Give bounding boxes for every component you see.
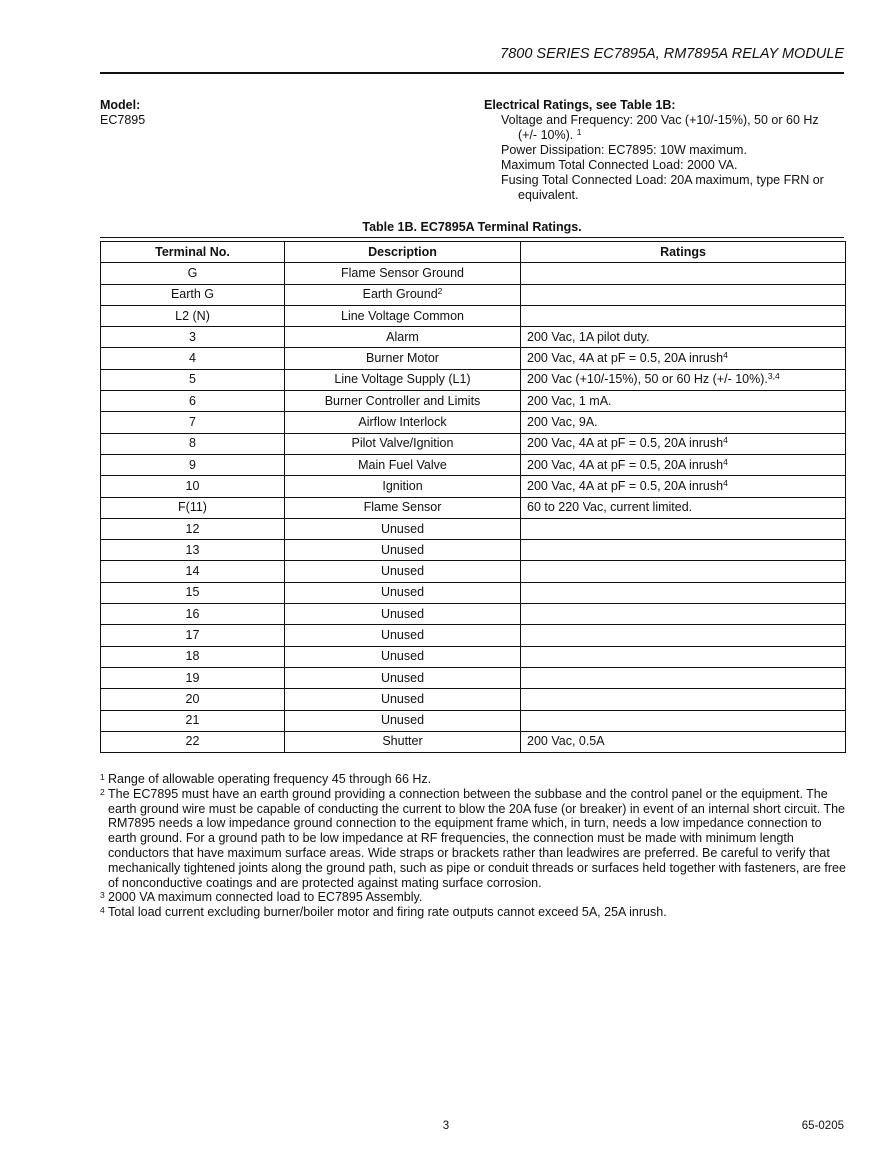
table-header-row — [101, 242, 846, 263]
description-text: Unused — [380, 670, 425, 685]
terminal-cell: G — [101, 263, 285, 284]
description-cell — [285, 561, 521, 582]
description-text: Unused — [380, 585, 425, 600]
description-cell — [285, 689, 521, 710]
footnote-ref: 4 — [723, 456, 728, 467]
description-cell — [285, 263, 521, 284]
rating-cell — [521, 476, 846, 497]
terminal-cell: 8 — [101, 433, 285, 454]
table-row — [101, 540, 846, 561]
table-row — [101, 625, 846, 646]
footnote-ref: 4 — [723, 350, 728, 361]
column-header-terminal: Terminal No. — [101, 242, 285, 263]
terminal-ratings-table — [100, 241, 846, 753]
terminal-cell: 7 — [101, 412, 285, 433]
footnote — [100, 890, 846, 905]
description-cell — [285, 518, 521, 539]
terminal-cell: 16 — [101, 604, 285, 625]
rating-cell — [521, 646, 846, 667]
table-row — [101, 710, 846, 731]
rating-cell — [521, 689, 846, 710]
terminal-cell: 4 — [101, 348, 285, 369]
rating-cell — [521, 518, 846, 539]
description-text: Flame Sensor — [363, 500, 442, 515]
rating-text: 200 Vac, 4A at pF = 0.5, 20A inrush — [527, 478, 724, 493]
document-id: 65-0205 — [801, 1120, 844, 1132]
description-cell — [285, 604, 521, 625]
description-text: Shutter — [382, 734, 423, 749]
model-block — [100, 98, 145, 128]
rating-cell — [521, 561, 846, 582]
terminal-cell: 18 — [101, 646, 285, 667]
description-cell — [285, 327, 521, 348]
footnote-text: The EC7895 must have an earth ground providing a connection between the subbase and the control panel or the equipment. The earth ground wire must be capable of conducting the current to blow the 20A fuse (or breaker) in event of an internal short circuit. The RM7895 needs a low impedance ground connection to the equipment frame which, in turn, needs a low impedance connection to earth ground. For a ground path to be low impedance at RF frequencies, the connection must be made with minimum length conductors that have maximum surface areas. Wide straps or brackets rather than leadwires are preferred. Be careful to verify that mechanically tightened joints along the ground path, such as pipe or conduit threads or surfaces held together with fasteners, are free of nonconductive coatings and are protected against mating surface corrosion. — [108, 786, 846, 890]
table-caption: Table 1B. EC7895A Terminal Ratings. — [362, 220, 582, 234]
description-text: Unused — [380, 649, 425, 664]
description-cell — [285, 710, 521, 731]
footnote-mark: 1 — [100, 772, 105, 782]
column-header-ratings: Ratings — [521, 242, 846, 263]
description-text: Pilot Valve/Ignition — [351, 436, 454, 451]
description-text: Unused — [380, 542, 425, 557]
description-text: Alarm — [386, 329, 419, 344]
rating-cell — [521, 582, 846, 603]
description-text: Unused — [380, 627, 425, 642]
terminal-cell: 3 — [101, 327, 285, 348]
terminal-cell: 21 — [101, 710, 285, 731]
footnote-text: 2000 VA maximum connected load to EC7895 Assembly. — [108, 890, 423, 905]
table-row — [101, 263, 846, 284]
description-cell — [285, 582, 521, 603]
rating-cell — [521, 454, 846, 475]
terminal-cell: 15 — [101, 582, 285, 603]
rating-cell — [521, 731, 846, 752]
rating-cell — [521, 284, 846, 305]
terminal-cell: 12 — [101, 518, 285, 539]
description-text: Main Fuel Valve — [358, 457, 447, 472]
table-row — [101, 348, 846, 369]
footnote-ref: 3,4 — [767, 371, 780, 382]
model-value: EC7895 — [100, 113, 146, 127]
description-text: Line Voltage Common — [341, 308, 464, 323]
table-row — [101, 391, 846, 412]
rating-text: 200 Vac, 4A at pF = 0.5, 20A inrush — [527, 436, 724, 451]
table-row — [101, 433, 846, 454]
terminal-cell: F(11) — [101, 497, 285, 518]
model-label: Model: — [100, 98, 141, 112]
description-cell — [285, 497, 521, 518]
footnote-mark: 3 — [100, 890, 105, 901]
table-row — [101, 604, 846, 625]
footnote-ref: 4 — [723, 435, 728, 446]
table-row — [101, 518, 846, 539]
description-text: Unused — [380, 606, 425, 621]
description-text: Unused — [380, 691, 425, 706]
description-text: Burner Controller and Limits — [324, 393, 481, 408]
footnote-mark: 4 — [100, 905, 105, 916]
description-cell — [285, 667, 521, 688]
description-cell — [285, 305, 521, 326]
terminal-cell: 22 — [101, 731, 285, 752]
description-cell — [285, 625, 521, 646]
table-row — [101, 561, 846, 582]
description-cell — [285, 646, 521, 667]
rating-cell — [521, 625, 846, 646]
description-cell — [285, 476, 521, 497]
rating-cell — [521, 667, 846, 688]
description-cell — [285, 369, 521, 390]
column-header-description: Description — [285, 242, 521, 263]
terminal-cell: 14 — [101, 561, 285, 582]
terminal-cell: 6 — [101, 391, 285, 412]
rating-cell — [521, 433, 846, 454]
description-cell — [285, 433, 521, 454]
voltage-continuation-text: (+/- 10%). — [518, 128, 574, 142]
rating-cell — [521, 263, 846, 284]
footnote-ref: 4 — [723, 477, 728, 488]
terminal-cell: 5 — [101, 369, 285, 390]
rating-text: 200 Vac, 1 mA. — [527, 393, 612, 408]
terminal-cell: Earth G — [101, 284, 285, 305]
rating-cell — [521, 348, 846, 369]
rating-cell — [521, 604, 846, 625]
table-row — [101, 305, 846, 326]
footnote-mark: 2 — [100, 786, 105, 797]
table-row — [101, 327, 846, 348]
page-number: 3 — [442, 1120, 450, 1132]
description-text: Ignition — [382, 478, 423, 493]
description-cell — [285, 412, 521, 433]
rating-text: 200 Vac, 0.5A — [527, 734, 605, 749]
description-cell — [285, 284, 521, 305]
table-row — [101, 497, 846, 518]
footnote-ref: 2 — [437, 286, 443, 297]
table-row — [101, 369, 846, 390]
power-dissipation-line: Power Dissipation: EC7895: 10W maximum. — [501, 143, 747, 157]
rating-text: 200 Vac, 4A at pF = 0.5, 20A inrush — [527, 351, 724, 366]
rating-text: 60 to 220 Vac, current limited. — [527, 500, 693, 515]
fusing-line: Fusing Total Connected Load: 20A maximum, type FRN or — [501, 173, 824, 187]
rating-text: 200 Vac, 1A pilot duty. — [527, 329, 650, 344]
rating-cell — [521, 497, 846, 518]
header-rule — [100, 72, 844, 74]
table-row — [101, 412, 846, 433]
terminal-cell: 13 — [101, 540, 285, 561]
description-text: Burner Motor — [366, 351, 439, 366]
table-row — [101, 646, 846, 667]
footnote — [100, 772, 846, 787]
description-text: Line Voltage Supply (L1) — [334, 372, 471, 387]
description-text: Unused — [380, 564, 425, 579]
rating-cell — [521, 540, 846, 561]
rating-cell — [521, 391, 846, 412]
description-cell — [285, 731, 521, 752]
page-header-title: 7800 SERIES EC7895A, RM7895A RELAY MODULE — [500, 46, 844, 62]
rating-cell — [521, 412, 846, 433]
terminal-cell: 10 — [101, 476, 285, 497]
rating-cell — [521, 305, 846, 326]
terminal-cell: 9 — [101, 454, 285, 475]
table-body — [101, 263, 846, 753]
description-cell — [285, 454, 521, 475]
rating-text: 200 Vac, 4A at pF = 0.5, 20A inrush — [527, 457, 724, 472]
electrical-ratings-label: Electrical Ratings, see Table 1B: — [484, 98, 676, 112]
rating-text: 200 Vac, 9A. — [527, 415, 598, 430]
voltage-frequency-continuation — [484, 128, 846, 143]
rating-cell — [521, 327, 846, 348]
description-cell — [285, 348, 521, 369]
table-row — [101, 731, 846, 752]
footnotes — [100, 772, 846, 920]
footnote — [100, 787, 846, 891]
description-cell — [285, 540, 521, 561]
max-load-line: Maximum Total Connected Load: 2000 VA. — [501, 158, 738, 172]
footnote — [100, 905, 846, 920]
table-row — [101, 689, 846, 710]
table-row — [101, 476, 846, 497]
footnote-text: Total load current excluding burner/boiler motor and firing rate outputs cannot exceed 5A, 25A inrush. — [108, 905, 667, 920]
footnote-text: Range of allowable operating frequency 45 through 66 Hz. — [108, 772, 432, 786]
voltage-frequency-line: Voltage and Frequency: 200 Vac (+10/-15%), 50 or 60 Hz — [501, 113, 819, 127]
caption-rule — [100, 237, 844, 238]
fusing-continuation: equivalent. — [518, 188, 579, 202]
description-text: Earth Ground — [362, 287, 438, 302]
terminal-cell: 19 — [101, 667, 285, 688]
terminal-cell: L2 (N) — [101, 305, 285, 326]
terminal-cell: 20 — [101, 689, 285, 710]
table-row — [101, 667, 846, 688]
terminal-cell: 17 — [101, 625, 285, 646]
electrical-ratings-block — [484, 98, 846, 203]
table-row — [101, 454, 846, 475]
description-cell — [285, 391, 521, 412]
rating-cell — [521, 369, 846, 390]
footnote-ref: 1 — [576, 127, 582, 137]
table-row — [101, 284, 846, 305]
rating-text: 200 Vac (+10/-15%), 50 or 60 Hz (+/- 10%). — [527, 372, 768, 387]
rating-cell — [521, 710, 846, 731]
description-text: Airflow Interlock — [358, 415, 447, 430]
table-row — [101, 582, 846, 603]
description-text: Unused — [380, 713, 425, 728]
description-text: Flame Sensor Ground — [341, 265, 464, 280]
description-text: Unused — [380, 521, 425, 536]
